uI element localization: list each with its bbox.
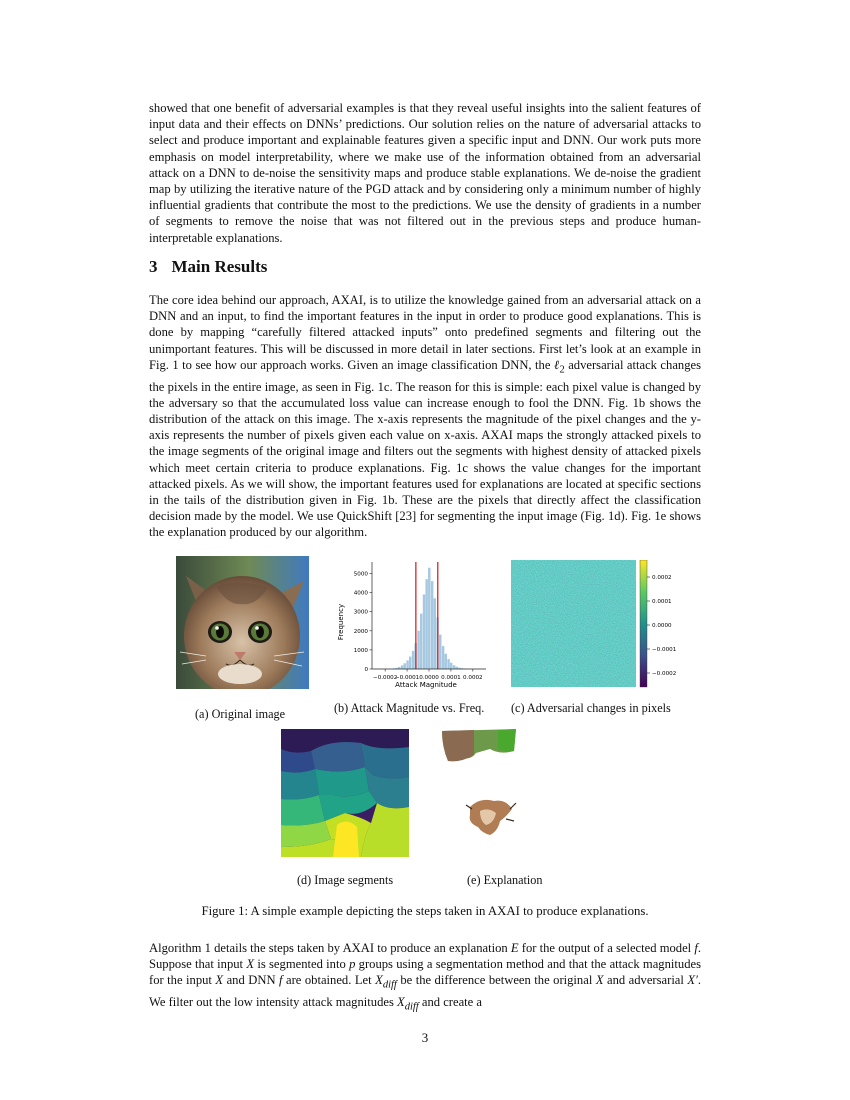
histogram-bar (447, 659, 449, 669)
histogram-bar (401, 665, 403, 669)
paragraph-text: is segmented into (254, 957, 350, 972)
math-symbol: X (595, 973, 604, 988)
colorbar (640, 560, 647, 687)
y-tick-labels (354, 571, 372, 673)
original-image (176, 556, 309, 689)
math-symbol: X (215, 973, 224, 988)
math-symbol: X (397, 995, 405, 1010)
ell-subscript: 2 (559, 364, 565, 376)
math-symbol: X′ (687, 973, 698, 988)
histogram-bar (434, 598, 436, 669)
explanation-image (440, 727, 520, 842)
histogram-bar (406, 660, 408, 669)
subcaption-c: (c) Adversarial changes in pixels (511, 701, 671, 715)
subcaption-e: (e) Explanation (467, 873, 543, 887)
paragraph-text: The core idea behind our approach, AXAI, is to utilize the knowledge gained from an adversarial attack on a DNN and an input, to find the important features in the input in order to produce good explanations. This is done by mapping “carefully filtered attacked inputs” onto predefined segments and filtering out the unimportant features. This will be discussed in more detail in later sections. First let’s look at an example in Fig. 1 to see how our approach works. Given an image classification DNN, the (149, 293, 701, 372)
paragraph-text: and create a (418, 995, 483, 1010)
colorbar-tick-label: 0.0002 (652, 575, 672, 581)
segments-image (281, 729, 409, 857)
histogram-bar (423, 594, 425, 669)
histogram-bar (445, 654, 447, 669)
y-tick-label: 1000 (353, 647, 368, 654)
algorithm-paragraph (149, 940, 701, 1016)
paragraph-text: . Suppose that input (149, 941, 701, 972)
paragraph-text: adversarial attack changes the pixels in the entire image, as seen in Fig. 1c. The reason for this is simple: each pixel value is changed by the adversary so that the accumulated loss value can increase enough to fool the DNN. Fig. 1b shows the distribution of the attack on this image. The x-axis represents the magnitude of the pixel changes and the y-axis represents the number of pixels given each value on x-axis. AXAI maps the strongly attacked pixels to the image segments of the original image and filters out the segments with highest density of attacked pixels which meet certain criteria to produce explanations. Fig. 1c shows the value changes for the important attacked pixels. As we will show, the important features used for explanations are located at specific sections in the tails of the distribution given in Fig. 1b. These are the pixels that directly affect the classification decision made by the model. We use QuickShift [23] for segmenting the input image (Fig. 1d). Fig. 1e shows the explanation produced by our algorithm. (149, 357, 701, 540)
x-tick-label: 0.0000 (419, 675, 439, 681)
subcaption-d: (d) Image segments (297, 873, 394, 887)
x-tick-label: 0.0001 (441, 675, 461, 681)
section-number: 3 (149, 257, 158, 276)
math-subscript: diff (404, 1001, 419, 1013)
paragraph-text: be the difference between the original (396, 973, 596, 988)
math-symbol: f (694, 941, 698, 955)
paragraph-text: and DNN (223, 973, 280, 988)
histogram-bar (417, 631, 419, 669)
ell-symbol: ℓ (553, 357, 560, 372)
page-number: 3 (421, 1030, 429, 1045)
paragraph-text: for the output of a selected model (518, 941, 695, 955)
histogram-bar (425, 579, 427, 669)
histogram-bar (453, 665, 455, 669)
paragraph-text: groups using a segmentation method and that the attack magnitudes for the input (149, 957, 701, 988)
math-symbol: p (349, 957, 356, 972)
colorbar-tick-label: 0.0000 (652, 623, 672, 629)
histogram-bar (420, 614, 422, 669)
histogram-bar (404, 663, 406, 669)
x-axis-label: Attack Magnitude (395, 681, 457, 689)
y-axis-label: Frequency (337, 603, 345, 641)
intro-paragraph: showed that one benefit of adversarial examples is that they reveal useful insights into the salient features of input data and their effects on DNNs’ predictions. Our solution relies on the nature of adversarial attacks to select and produce important and explainable features given a specific input and DNN. Our work puts more emphasis on model interpretability, where we make use of the information obtained from an adversarial attack on a DNN to de-noise the sensitivity maps and produce stable explanations. We de-noise the gradient map by utilizing the iterative nature of the PGD attack and by considering only a minimum number of highly influential gradients that contribute the most to the predictions. We use the density of gradients in a number of segments to remove the noise that was not filtered out in the previous steps and produce human-interpretable explanations. (149, 101, 701, 245)
subcaption-b: (b) Attack Magnitude vs. Freq. (334, 701, 485, 715)
subcaption-a: (a) Original image (195, 707, 286, 721)
colorbar-ticks (647, 575, 677, 677)
x-tick-label: 0.0002 (463, 675, 483, 681)
histogram-bars (393, 568, 467, 669)
paragraph-text: are obtained. Let (282, 973, 376, 988)
y-tick-label: 2000 (353, 628, 368, 635)
figure-caption: Figure 1: A simple example depicting the steps taken in AXAI to produce explanations. (201, 904, 649, 918)
main-results-paragraph (149, 292, 701, 541)
x-tick-label: −0.0001 (394, 675, 420, 681)
math-symbol: E (510, 941, 519, 955)
x-tick-label: −0.0002 (373, 675, 398, 681)
colorbar-tick-label: −0.0002 (652, 671, 677, 677)
y-tick-label: 0 (364, 667, 368, 673)
colorbar-tick-label: 0.0001 (652, 599, 672, 605)
histogram-bar (431, 581, 433, 669)
math-subscript: diff (382, 979, 397, 991)
y-tick-label: 5000 (353, 571, 368, 578)
histogram-bar (428, 568, 430, 669)
section-heading (149, 257, 267, 277)
math-symbol: f (279, 973, 283, 988)
histogram-bar (412, 651, 414, 669)
y-tick-label: 3000 (353, 609, 368, 616)
histogram-bar (409, 657, 411, 669)
x-tick-labels (373, 669, 483, 681)
paragraph-text: Algorithm 1 details the steps taken by AXAI to produce an explanation (149, 941, 511, 955)
section-title: Main Results (171, 257, 268, 276)
paragraph-text: . We filter out the low intensity attack magnitudes (149, 973, 701, 1010)
attack-histogram (334, 556, 494, 694)
histogram-bar (450, 663, 452, 669)
y-tick-label: 4000 (353, 590, 368, 597)
adversarial-heatmap (511, 560, 686, 690)
math-symbol: X (375, 973, 383, 988)
paragraph-text: and adversarial (603, 973, 688, 988)
histogram-bar (442, 646, 444, 669)
math-symbol: X (246, 957, 255, 972)
colorbar-tick-label: −0.0001 (652, 647, 677, 653)
histogram-bar (439, 635, 441, 669)
